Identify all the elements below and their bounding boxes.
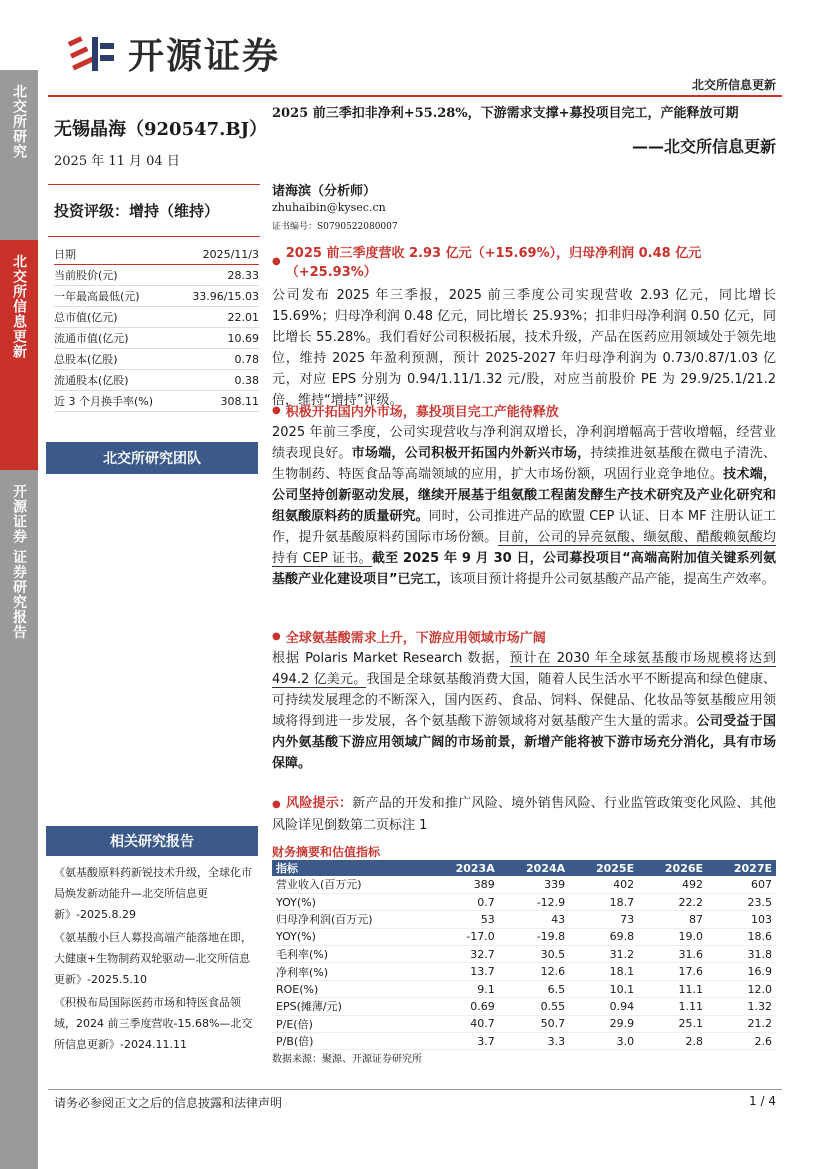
table-cell: 23.5 [707,893,776,910]
table-row [272,1015,776,1032]
kv-value: 33.96/15.03 [192,289,259,303]
table-cell: 103 [707,911,776,928]
kv-row [54,328,259,349]
table-cell: 50.7 [499,1015,569,1032]
table-cell: 339 [499,876,569,893]
section-heading [272,627,776,646]
report-title: 2025 前三季扣非净利+55.28%，下游需求支撑+募投项目完工，产能释放可期 [272,106,739,121]
table-cell: 29.9 [569,1015,638,1032]
strip-segment-update [0,240,38,470]
table-cell: 18.1 [569,963,638,980]
table-cell: 12.0 [707,980,776,997]
strip-segment-research [0,70,38,240]
report-subtitle: ——北交所信息更新 [631,137,776,156]
kv-row [54,307,259,328]
table-cell: 3.0 [569,1033,638,1050]
table-row [272,1033,776,1050]
row-label: 毛利率(%) [272,946,428,963]
kv-row [54,265,259,286]
column-header: 指标 [272,860,428,876]
text-run: 同时，公司推进产品的欧盟 CEP 认证、日本 MF 注册认证工作，提升氨基酸原料药国际市场份额。 [272,509,776,545]
kv-row [54,391,259,412]
table-cell: 1.11 [638,998,707,1015]
left-divider [48,236,260,237]
brand-logo [66,28,280,79]
section-label: 北交所信息更新 [691,78,776,92]
row-label: EPS(摊薄/元) [272,998,428,1015]
related-report-link[interactable]: 《氨基酸原料药新锐技术升级，全球化市局焕发新动能升—北交所信息更新》-2025.8.29 [54,866,252,921]
financial-table-title: 财务摘要和估值指标 [272,845,381,859]
column-header: 2025E [569,860,638,876]
table-cell: 16.9 [707,963,776,980]
table-cell: 13.7 [428,963,498,980]
table-row [272,911,776,928]
table-cell: 17.6 [638,963,707,980]
analyst-cert: 证书编号：S0790522080007 [272,222,398,232]
table-cell: 0.94 [569,998,638,1015]
kv-key: 一年最高最低(元) [54,290,140,303]
kv-row [54,370,259,391]
side-strip [0,0,38,1169]
table-cell: 43 [499,911,569,928]
brand-name: 开源证券 [128,36,281,77]
row-label: 净利率(%) [272,963,428,980]
table-cell: 3.7 [428,1033,498,1050]
table-cell: 25.1 [638,1015,707,1032]
kv-key: 近 3 个月换手率(%) [54,395,154,408]
bullet-icon: ● [272,799,281,810]
row-label: P/B(倍) [272,1033,428,1050]
risk-text: 新产品的开发和推广风险、境外销售风险、行业监管政策变化风险、其他风险详见倒数第二页标注 1 [272,796,776,833]
text-run: 根据 Polaris Market Research 数据， [272,651,510,666]
related-reports-list [54,862,259,1057]
brand-mark-icon [66,33,118,75]
table-row [272,928,776,945]
table-cell: -12.9 [499,893,569,910]
table-header-row [272,860,776,876]
table-cell: 31.6 [638,946,707,963]
related-reports-banner: 相关研究报告 [46,826,258,856]
strip-label-report: 开源证券 证券研究报告 [11,484,27,640]
kv-value: 0.78 [234,352,259,366]
table-cell: 12.6 [499,963,569,980]
footer-notice: 请务必参阅正文之后的信息披露和法律声明 [54,1096,283,1110]
header-divider [48,95,782,97]
data-source: 数据来源：聚源、开源证券研究所 [272,1054,422,1065]
bullet-icon: ● [272,405,281,416]
kv-key: 日期 [54,248,76,261]
section-demand [272,627,776,774]
text-run: 我国是全球氨基酸消费大国，随着人民生活水平不断提高和绿色健康、可持续发展理念的不断深入，国内医药、食品、饲料、保健品、化妆品等氨基酸应用领域将得到进一步发展，各个氨基酸下游领域将对氨基酸产生大量的需求。 [272,672,776,729]
table-cell: 402 [569,876,638,893]
table-cell: 87 [638,911,707,928]
table-cell: 31.8 [707,946,776,963]
table-row [272,963,776,980]
row-label: 归母净利润(百万元) [272,911,428,928]
section-heading [272,242,776,280]
table-cell: 3.3 [499,1033,569,1050]
table-cell: 9.1 [428,980,498,997]
table-cell: 53 [428,911,498,928]
left-divider [48,184,260,185]
kv-key: 当前股价(元) [54,269,118,282]
section-body [272,422,776,590]
strip-segment-report [0,470,38,1169]
table-row [272,980,776,997]
column-header: 2026E [638,860,707,876]
table-cell: 0.55 [499,998,569,1015]
table-cell: -17.0 [428,928,498,945]
table-cell: 32.7 [428,946,498,963]
table-cell: 607 [707,876,776,893]
row-label: ROE(%) [272,980,428,997]
table-cell: 11.1 [638,980,707,997]
related-report-link[interactable]: 《积极布局国际医药市场和特医食品领域，2024 前三季度营收-15.68%—北交所信息更新》-2024.11.11 [54,996,253,1051]
table-row [272,876,776,893]
table-cell: 0.7 [428,893,498,910]
column-header: 2023A [428,860,498,876]
strip-label-research: 北交所研究 [11,84,27,159]
table-cell: 40.7 [428,1015,498,1032]
table-cell: 19.0 [638,928,707,945]
table-cell: 73 [569,911,638,928]
company-name: 无锡晶海（920547.BJ） [54,119,268,140]
table-row [272,893,776,910]
bullet-icon: ● [272,255,281,267]
financial-table [272,860,776,1050]
table-cell: 30.5 [499,946,569,963]
column-header: 2024A [499,860,569,876]
bullet-icon: ● [272,631,281,642]
risk-notice [272,793,776,836]
column-header: 2027E [707,860,776,876]
footer-divider [48,1089,782,1090]
kv-value: 22.01 [227,310,259,324]
market-data-table [54,244,259,412]
table-cell: 6.5 [499,980,569,997]
kv-value: 28.33 [227,268,259,282]
table-cell: 22.2 [638,893,707,910]
row-label: P/E(倍) [272,1015,428,1032]
table-cell: 31.2 [569,946,638,963]
text-run-underlined: 目前，公司的异亮氨酸、缬氨酸、醋酸赖氨酸均持有 CEP 证书。 [272,530,776,566]
kv-row [54,286,259,307]
investment-rating: 投资评级：增持（维持） [54,202,220,220]
section-heading [272,401,776,420]
table-body [272,876,776,1050]
table-cell: 389 [428,876,498,893]
text-run: 该项目预计将提升公司氨基酸产品产能，提高生产效率。 [449,572,775,587]
section-market [272,401,776,590]
research-team-banner: 北交所研究团队 [46,442,258,474]
table-row [272,946,776,963]
row-label: 营业收入(百万元) [272,876,428,893]
table-row [272,998,776,1015]
page-number: 1 / 4 [749,1094,776,1108]
kv-value: 0.38 [234,373,259,387]
table-cell: 21.2 [707,1015,776,1032]
kv-value: 308.11 [220,394,259,408]
table-cell: 18.7 [569,893,638,910]
kv-key: 流通市值(亿元) [54,332,129,345]
table-cell: 69.8 [569,928,638,945]
text-run: 持续推进氨基酸在微电子清洗、生物制药、特医食品等高端领域的应用，扩大市场份额，巩固行业竞争地位。 [272,446,776,482]
table-cell: 0.69 [428,998,498,1015]
row-label: YOY(%) [272,893,428,910]
section-earnings [272,242,776,411]
section-heading-text: 全球氨基酸需求上升，下游应用领域市场广阔 [285,631,546,646]
row-label: YOY(%) [272,928,428,945]
kv-row [54,349,259,370]
table-cell: 2.8 [638,1033,707,1050]
table-cell: 18.6 [707,928,776,945]
section-heading-text: 积极开拓国内外市场，募投项目完工产能待释放 [285,405,559,420]
text-run-bold: 市场端，公司积极开拓国内外新兴市场， [351,446,591,461]
table-cell: 2.6 [707,1033,776,1050]
table-cell: 10.1 [569,980,638,997]
kv-key: 总市值(亿元) [54,311,118,324]
kv-value: 10.69 [227,331,259,345]
text-run-bold: 技术端，公司坚持创新驱动发展，继续开展基于组氨酸工程菌发酵生产技术研究及产业化研究和组氨酸原料药的质量研究。 [272,467,776,524]
text-run-bold: 公司受益于国内外氨基酸下游应用领域广阔的市场前景，新增产能将被下游市场充分消化，具有市场保障。 [272,714,776,771]
kv-key: 总股本(亿股) [54,353,118,366]
risk-label: 风险提示： [285,796,353,811]
related-report-link[interactable]: 《氨基酸小巨人募投高端产能落地在即，大健康+生物制药双轮驱动—北交所信息更新》-2025.5.10 [54,931,252,986]
section-body [272,648,776,774]
section-body: 公司发布 2025 年三季报，2025 前三季度公司实现营收 2.93 亿元，同比增长 15.69%；归母净利润 0.48 亿元，同比增长 25.93%；扣非归母净利润 0.50 亿元，同比增长 55.28%。我们看好公司积极拓展，技术升级，产品在医药应用领域处于领先地位，维持 2025 年盈利预测，预计 2025-2027 年归母净利润为 0.73/0.87/1.03 亿元，对应 EPS 分别为 0.94/1.11/1.32 元/股，对应当前股价 PE 为 29.9/25.1/21.2 倍，维持“增持”评级。 [272,288,776,408]
kv-key: 流通股本(亿股) [54,374,129,387]
table-cell: 492 [638,876,707,893]
text-run-underlined: 预计在 2030 年全球氨基酸市场规模将达到 494.2 亿美元。 [272,651,776,687]
kv-row [54,244,259,265]
table-cell: -19.8 [499,928,569,945]
text-run-bold: 截至 2025 年 9 月 30 日，公司募投项目“高端高附加值关键系列氨基酸产业化建设项目”已完工， [272,551,776,587]
text-run: 2025 年前三季度，公司实现营收与净利润双增长，净利润增幅高于营收增幅，经营业绩表现良好。 [272,425,776,461]
analyst-email[interactable]: zhuhaibin@kysec.cn [272,201,386,214]
strip-label-update: 北交所信息更新 [11,254,27,359]
report-date: 2025 年 11 月 04 日 [54,154,180,169]
analyst-name: 诸海滨（分析师） [272,184,377,199]
section-heading-text: 2025 前三季度营收 2.93 亿元（+15.69%），归母净利润 0.48 亿元（+25.93%） [285,246,702,280]
table-cell: 1.32 [707,998,776,1015]
kv-value: 2025/11/3 [202,247,259,261]
